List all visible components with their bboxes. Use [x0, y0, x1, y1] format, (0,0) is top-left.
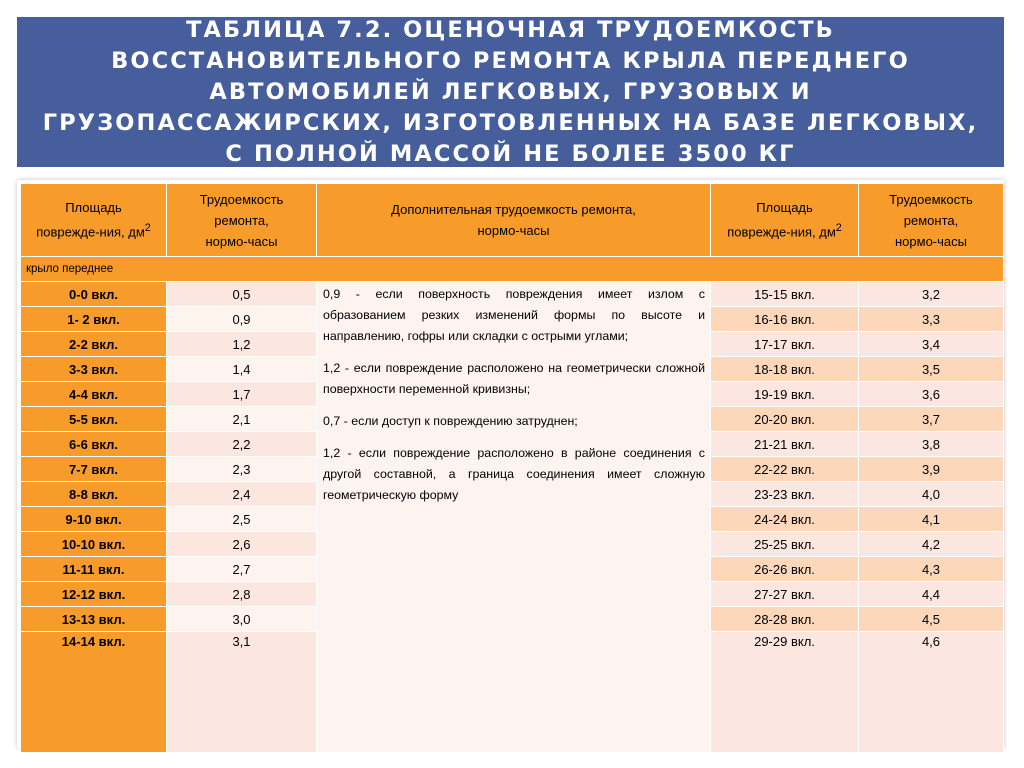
area-cell: 8-8 вкл.: [21, 482, 167, 507]
labor-cell-right: 3,6: [859, 382, 1004, 407]
header-row: [21, 184, 1004, 257]
area-cell-right: 27-27 вкл.: [711, 582, 859, 607]
area-cell: 11-11 вкл.: [21, 557, 167, 582]
labor-cell-right: 4,5: [859, 607, 1004, 632]
header-labor-left: Трудоемкость ремонта, нормо-часы: [167, 184, 317, 257]
labor-cell-right: 4,0: [859, 482, 1004, 507]
area-cell: 3-3 вкл.: [21, 357, 167, 382]
labor-cell-right: 3,2: [859, 282, 1004, 307]
table-row: [21, 282, 1004, 307]
title-banner: [17, 17, 1004, 167]
area-cell-right: 26-26 вкл.: [711, 557, 859, 582]
labor-cell-right: 4,6: [859, 632, 1004, 753]
area-cell: 0-0 вкл.: [21, 282, 167, 307]
extra-note: 1,2 - если повреждение расположено на геометрически сложной поверхности переменной кривизны;: [323, 361, 705, 396]
header-area-right: Площадь поврежде-ния, $дм^2$: [711, 184, 859, 257]
labor-cell-right: 3,5: [859, 357, 1004, 382]
area-cell-right: 29-29 вкл.: [711, 632, 859, 753]
area-cell-right: 15-15 вкл.: [711, 282, 859, 307]
area-cell-right: 28-28 вкл.: [711, 607, 859, 632]
header-extra: Дополнительная трудоемкость ремонта, нормо-часы: [317, 184, 711, 257]
section-label: крыло переднее: [21, 257, 1004, 282]
area-cell-right: 19-19 вкл.: [711, 382, 859, 407]
labor-cell: 2,8: [167, 582, 317, 607]
labor-cell: 3,0: [167, 607, 317, 632]
area-cell: 5-5 вкл.: [21, 407, 167, 432]
labor-cell: 1,2: [167, 332, 317, 357]
section-row: [21, 257, 1004, 282]
extra-note: 0,7 - если доступ к повреждению затруднен;: [323, 414, 578, 428]
labor-cell-right: 4,1: [859, 507, 1004, 532]
labor-cell: 2,2: [167, 432, 317, 457]
table-container: [17, 180, 1004, 748]
labor-cell: 3,1: [167, 632, 317, 753]
labor-cell-right: 3,8: [859, 432, 1004, 457]
area-cell-right: 18-18 вкл.: [711, 357, 859, 382]
extra-note: 0,9 - если поверхность повреждения имеет излом с образованием резких изменений формы по высоте и направлению, гофры или складки с острыми углами;: [323, 287, 705, 343]
header-area-left: Площадь поврежде-ния, $дм^2$: [21, 184, 167, 257]
labor-cell: 0,5: [167, 282, 317, 307]
area-cell: 7-7 вкл.: [21, 457, 167, 482]
labor-cell: 2,3: [167, 457, 317, 482]
labor-cell-right: 3,7: [859, 407, 1004, 432]
labor-cell: 1,4: [167, 357, 317, 382]
area-cell: 13-13 вкл.: [21, 607, 167, 632]
labor-cell: 2,5: [167, 507, 317, 532]
area-cell-right: 21-21 вкл.: [711, 432, 859, 457]
labor-cell-right: 4,2: [859, 532, 1004, 557]
area-cell-right: 16-16 вкл.: [711, 307, 859, 332]
labor-cell: 2,6: [167, 532, 317, 557]
header-labor-right: Трудоемкость ремонта, нормо-часы: [859, 184, 1004, 257]
area-cell: 1- 2 вкл.: [21, 307, 167, 332]
area-cell-right: 17-17 вкл.: [711, 332, 859, 357]
area-cell: 6-6 вкл.: [21, 432, 167, 457]
area-cell: 2-2 вкл.: [21, 332, 167, 357]
area-cell-right: 22-22 вкл.: [711, 457, 859, 482]
labor-cell: 2,1: [167, 407, 317, 432]
page-title: ТАБЛИЦА 7.2. ОЦЕНОЧНАЯ ТРУДОЕМКОСТЬ ВОССТАНОВИТЕЛЬНОГО РЕМОНТА КРЫЛА ПЕРЕДНЕГО АВТОМОБИЛЕЙ ЛЕГКОВЫХ, ГРУЗОВЫХ И ГРУЗОПАССАЖИРСКИХ, ИЗГОТОВЛЕННЫХ НА БАЗЕ ЛЕГКОВЫХ, С ПОЛНОЙ МАССОЙ НЕ БОЛЕЕ 3500 КГ: [42, 16, 979, 167]
labor-cell-right: 4,4: [859, 582, 1004, 607]
area-cell-right: 23-23 вкл.: [711, 482, 859, 507]
area-cell: 9-10 вкл.: [21, 507, 167, 532]
labor-cell-right: 3,4: [859, 332, 1004, 357]
area-cell-right: 24-24 вкл.: [711, 507, 859, 532]
labor-cell-right: 4,3: [859, 557, 1004, 582]
labor-cell: 2,4: [167, 482, 317, 507]
labor-cell-right: 3,3: [859, 307, 1004, 332]
area-cell: 12-12 вкл.: [21, 582, 167, 607]
area-cell-right: 20-20 вкл.: [711, 407, 859, 432]
area-cell-right: 25-25 вкл.: [711, 532, 859, 557]
area-cell: 4-4 вкл.: [21, 382, 167, 407]
labor-cell-right: 3,9: [859, 457, 1004, 482]
extra-labor-notes: [317, 282, 711, 753]
labor-table: [20, 183, 1004, 753]
labor-cell: 0,9: [167, 307, 317, 332]
area-cell: 10-10 вкл.: [21, 532, 167, 557]
labor-cell: 2,7: [167, 557, 317, 582]
area-cell: 14-14 вкл.: [21, 632, 167, 753]
extra-note: 1,2 - если повреждение расположено в районе соединения с другой составной, а граница соединения имеет сложную геометрическую форму: [323, 446, 705, 502]
labor-cell: 1,7: [167, 382, 317, 407]
